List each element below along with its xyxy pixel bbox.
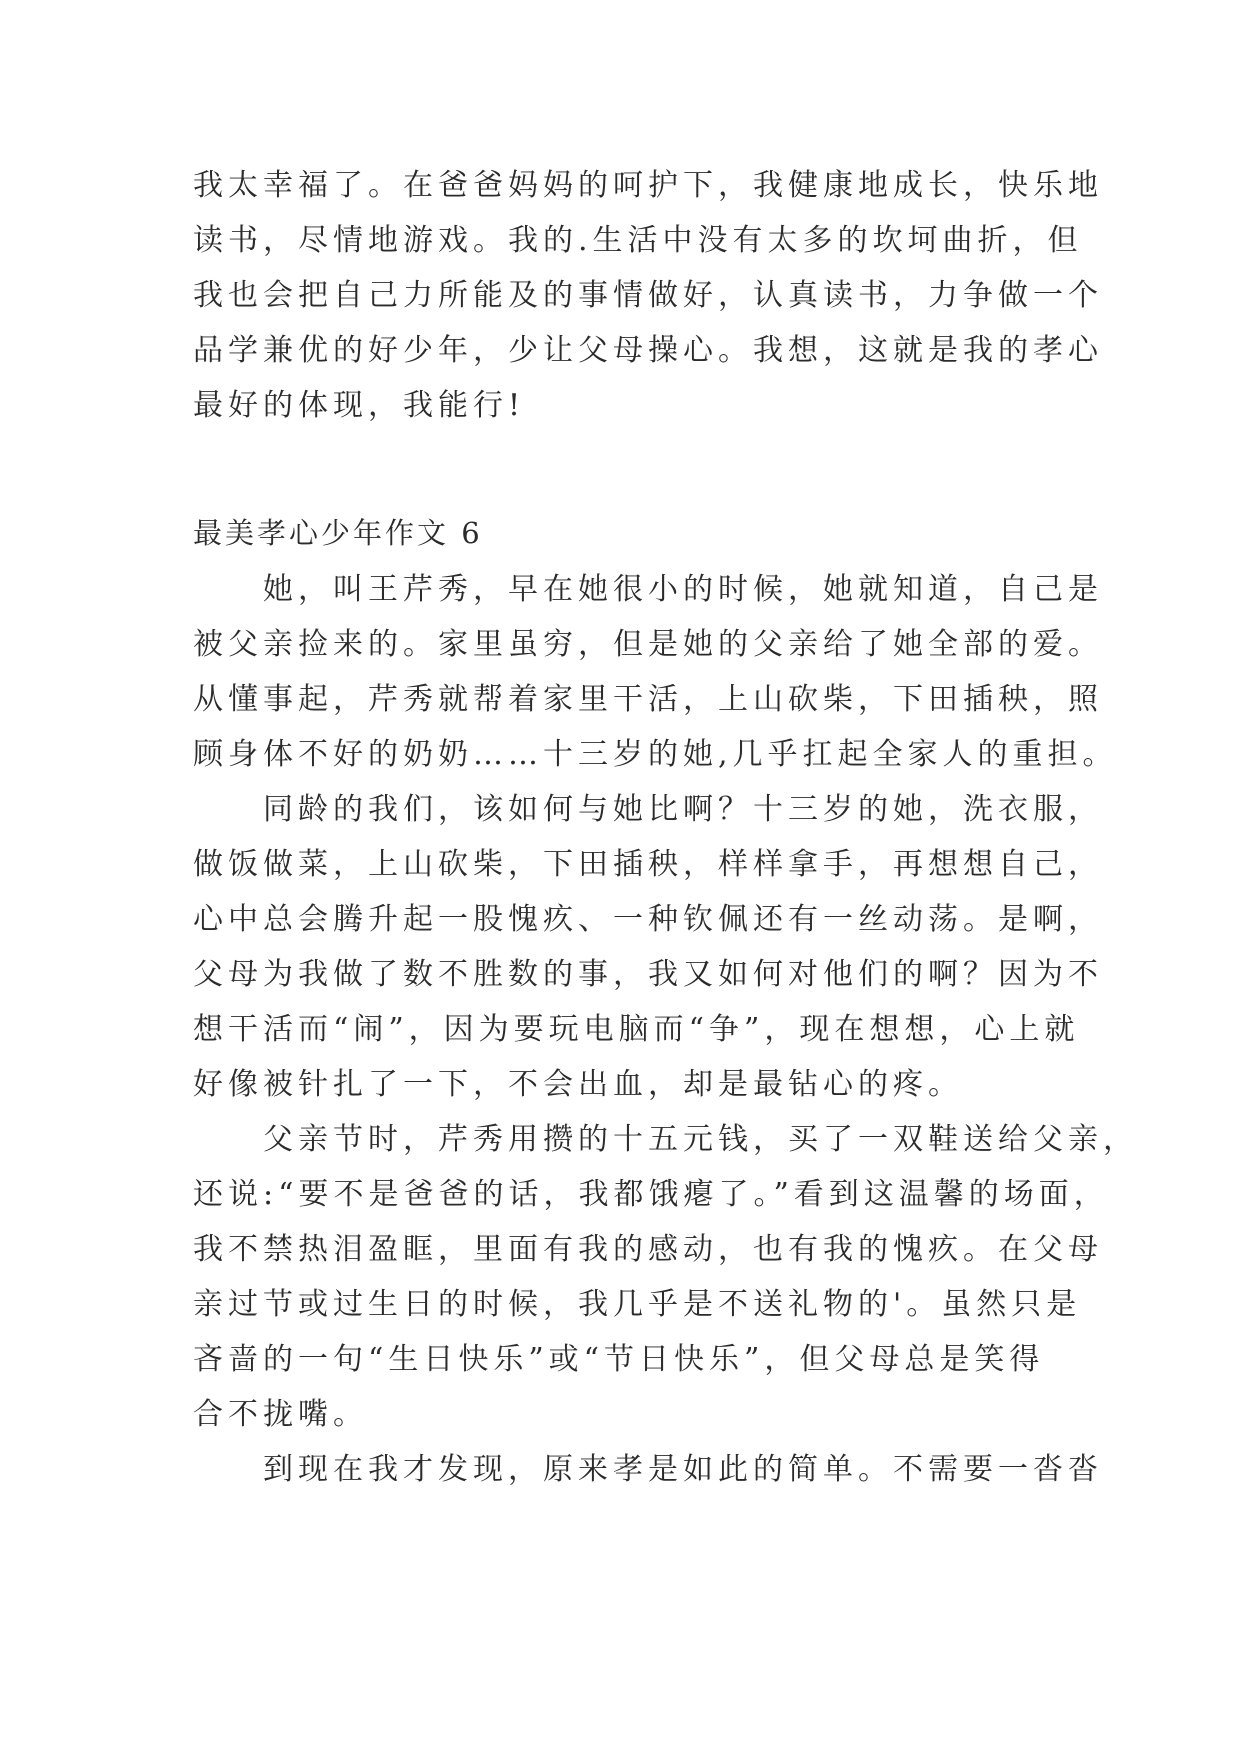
text-line: 合不拢嘴。: [193, 1397, 368, 1432]
text-line: 品学兼优的好少年，少让父母操心。我想，这就是我的孝心: [193, 333, 1103, 368]
text-line: 父母为我做了数不胜数的事，我又如何对他们的啊？因为不: [193, 957, 1103, 992]
text-line: 想干活而“闹”，因为要玩电脑而“争”，现在想想，心上就: [193, 1012, 1080, 1047]
text-line: 我太幸福了。在爸爸妈妈的呵护下，我健康地成长，快乐地: [193, 168, 1103, 203]
text-line: 父亲节时，芹秀用攒的十五元钱，买了一双鞋送给父亲，: [193, 1122, 1138, 1157]
text-line: 同龄的我们，该如何与她比啊？十三岁的她，洗衣服，: [193, 792, 1103, 827]
text-line: 还说:“要不是爸爸的话，我都饿瘪了。”看到这温馨的场面，: [193, 1177, 1109, 1212]
essay-body: [193, 562, 1138, 1497]
text-line: 顾身体不好的奶奶……十三岁的她,几乎扛起全家人的重担。: [193, 737, 1118, 772]
text-line: 我也会把自己力所能及的事情做好，认真读书，力争做一个: [193, 278, 1103, 313]
text-line: 心中总会腾升起一股愧疚、一种钦佩还有一丝动荡。是啊，: [193, 902, 1103, 937]
text-line: 读书，尽情地游戏。我的.生活中没有太多的坎坷曲折，但: [193, 223, 1083, 258]
text-line: 做饭做菜，上山砍柴，下田插秧，样样拿手，再想想自己，: [193, 847, 1103, 882]
text-line: 到现在我才发现，原来孝是如此的简单。不需要一沓沓: [193, 1452, 1103, 1487]
text-line: 好像被针扎了一下，不会出血，却是最钻心的疼。: [193, 1067, 963, 1102]
text-line: 我不禁热泪盈眶，里面有我的感动，也有我的愧疚。在父母: [193, 1232, 1103, 1267]
text-line: 最好的体现，我能行!: [193, 388, 526, 423]
section-heading-block: [193, 506, 1053, 561]
text-line: 亲过节或过生日的时候，我几乎是不送礼物的'。虽然只是: [193, 1287, 1082, 1322]
intro-paragraph: [193, 158, 1103, 433]
text-line: 吝啬的一句“生日快乐”或“节日快乐”，但父母总是笑得: [193, 1342, 1045, 1377]
text-line: 她，叫王芹秀，早在她很小的时候，她就知道，自己是: [193, 572, 1103, 607]
text-line: 被父亲捡来的。家里虽穷，但是她的父亲给了她全部的爱。: [193, 627, 1103, 662]
text-line: 从懂事起，芹秀就帮着家里干活，上山砍柴，下田插秧，照: [193, 682, 1103, 717]
section-heading: 最美孝心少年作文 6: [193, 516, 483, 550]
